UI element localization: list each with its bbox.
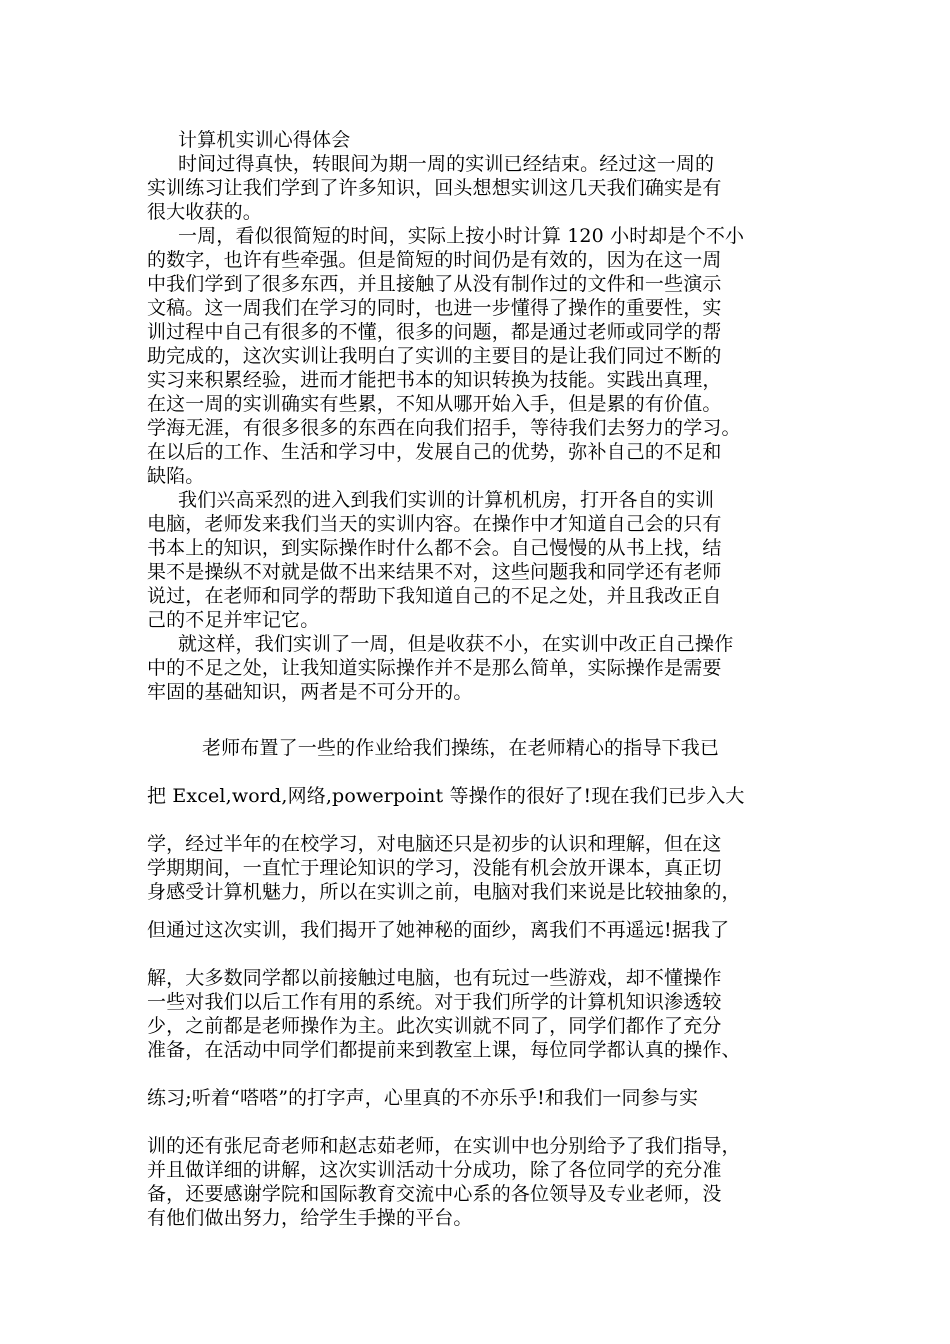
text-line: 准备，在活动中同学们都提前来到教室上课，每位同学都认真的操作、 xyxy=(147,1039,741,1061)
text-line: 就这样，我们实训了一周，但是收获不小，在实训中改正自己操作 xyxy=(178,633,734,655)
text-line: 中的不足之处，让我知道实际操作并不是那么简单，实际操作是需要 xyxy=(147,657,722,679)
text-line: 老师布置了一些的作业给我们操练，在老师精心的指导下我已 xyxy=(202,737,720,759)
text-line: 并且做详细的讲解，这次实训活动十分成功，除了各位同学的充分准 xyxy=(147,1159,722,1181)
text-line: 电脑，老师发来我们当天的实训内容。在操作中才知道自己会的只有 xyxy=(147,513,722,535)
text-line: 少，之前都是老师操作为主。此次实训就不同了，同学们都作了充分 xyxy=(147,1015,722,1037)
text-line: 果不是操纵不对就是做不出来结果不对，这些问题我和同学还有老师 xyxy=(147,561,722,583)
text-line: 练习;听着“嗒嗒”的打字声，心里真的不亦乐乎!和我们一同参与实 xyxy=(147,1087,699,1109)
text-line: 把 Excel,word,网络,powerpoint 等操作的很好了!现在我们已步入大 xyxy=(147,785,745,807)
text-line: 己的不足并牢记它。 xyxy=(147,609,320,631)
text-line: 在这一周的实训确实有些累，不知从哪开始入手，但是累的有价值。 xyxy=(147,393,722,415)
text-line: 很大收获的。 xyxy=(147,201,262,223)
text-line: 助完成的，这次实训让我明白了实训的主要目的是让我们同过不断的 xyxy=(147,345,722,367)
text-line: 一周，看似很简短的时间，实际上按小时计算 120 小时却是个不小 xyxy=(178,225,745,247)
text-line: 训过程中自己有很多的不懂，很多的问题，都是通过老师或同学的帮 xyxy=(147,321,722,343)
text-line: 中我们学到了很多东西，并且接触了从没有制作过的文件和一些演示 xyxy=(147,273,722,295)
text-line: 时间过得真快，转眼间为期一周的实训已经结束。经过这一周的 xyxy=(178,153,715,175)
text-line: 实习来积累经验，进而才能把书本的知识转换为技能。实践出真理， xyxy=(147,369,722,391)
document-title: 计算机实训心得体会 xyxy=(178,129,351,151)
text-line: 身感受计算机魅力，所以在实训之前，电脑对我们来说是比较抽象的， xyxy=(147,881,741,903)
text-line: 在以后的工作、生活和学习中，发展自己的优势，弥补自己的不足和 xyxy=(147,441,722,463)
text-line: 有他们做出努力，给学生手操的平台。 xyxy=(147,1207,473,1229)
text-line: 缺陷。 xyxy=(147,465,205,487)
text-line: 牢固的基础知识，两者是不可分开的。 xyxy=(147,681,473,703)
text-line: 说过，在老师和同学的帮助下我知道自己的不足之处，并且我改正自 xyxy=(147,585,722,607)
text-line: 解，大多数同学都以前接触过电脑，也有玩过一些游戏，却不懂操作 xyxy=(147,967,722,989)
text-line: 我们兴高采烈的进入到我们实训的计算机机房，打开各自的实训 xyxy=(178,489,715,511)
text-line: 的数字，也许有些牵强。但是简短的时间仍是有效的，因为在这一周 xyxy=(147,249,722,271)
text-line: 但通过这次实训，我们揭开了她神秘的面纱，离我们不再遥远!据我了 xyxy=(147,919,730,941)
text-line: 实训练习让我们学到了许多知识，回头想想实训这几天我们确实是有 xyxy=(147,177,722,199)
text-line: 书本上的知识，到实际操作时什么都不会。自己慢慢的从书上找，结 xyxy=(147,537,722,559)
text-line: 文稿。这一周我们在学习的同时，也进一步懂得了操作的重要性，实 xyxy=(147,297,722,319)
text-line: 一些对我们以后工作有用的系统。对于我们所学的计算机知识渗透较 xyxy=(147,991,722,1013)
text-line: 训的还有张尼奇老师和赵志茹老师，在实训中也分别给予了我们指导， xyxy=(147,1135,741,1157)
text-line: 学期期间，一直忙于理论知识的学习，没能有机会放开课本，真正切 xyxy=(147,857,722,879)
text-line: 学，经过半年的在校学习，对电脑还只是初步的认识和理解，但在这 xyxy=(147,833,722,855)
text-line: 备，还要感谢学院和国际教育交流中心系的各位领导及专业老师，没 xyxy=(147,1183,722,1205)
text-line: 学海无涯，有很多很多的东西在向我们招手，等待我们去努力的学习。 xyxy=(147,417,741,439)
